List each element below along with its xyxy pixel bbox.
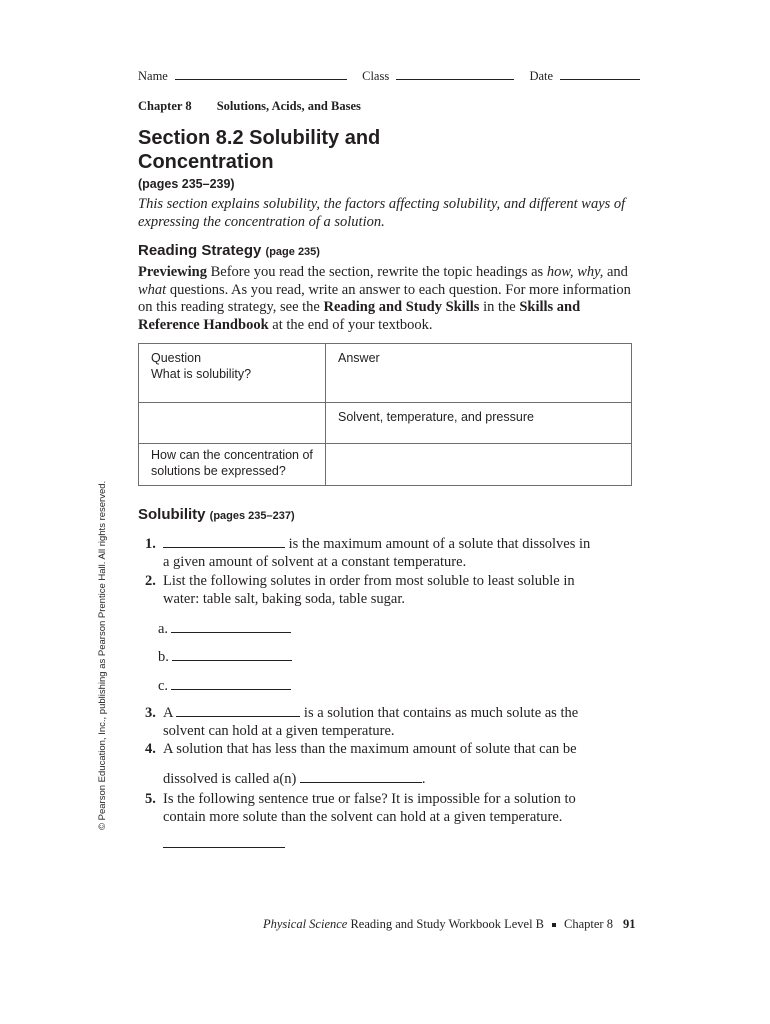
answer-item-c: [158, 677, 291, 695]
table-cell-answer[interactable]: Solvent, temperature, and pressure: [326, 403, 632, 444]
rs-bold-1: Reading and Study Skills: [323, 299, 480, 315]
question-text-end: .: [421, 770, 426, 787]
question-2: [145, 573, 635, 608]
question-text-cont: water: table salt, baking soda, table sugar.: [163, 590, 405, 607]
reading-strategy-pages: (page 235): [265, 246, 320, 258]
chapter-title: Solutions, Acids, and Bases: [216, 99, 361, 113]
section-title: [138, 126, 380, 174]
footer-book-title: Reading and Study Workbook Level B: [347, 917, 544, 931]
question-text-cont: a given amount of solvent at a constant temperature.: [163, 553, 467, 570]
answer-item-a: [158, 620, 291, 638]
question-text-cont: solvent can hold at a given temperature.: [163, 722, 395, 739]
name-field[interactable]: [175, 68, 347, 80]
reading-strategy-body: [138, 264, 638, 334]
question-number: 1.: [145, 536, 156, 552]
question-3: [145, 704, 635, 740]
solubility-title: Solubility: [138, 506, 206, 523]
question-text: List the following solutes in order from most soluble to least soluble in: [163, 573, 575, 589]
bullet-icon: [552, 923, 556, 927]
rs-bold-2: Skills and Reference Handbook: [138, 299, 581, 333]
page-number: 91: [622, 917, 636, 931]
reading-strategy-title: Reading Strategy: [138, 242, 262, 259]
question-number: 5.: [145, 791, 156, 807]
question-text-cont: contain more solute than the solvent can hold at a given temperature.: [163, 808, 563, 825]
rs-what: what: [138, 281, 167, 298]
table-header-question: Question: [139, 344, 326, 367]
rs-text-3: questions. As you read, write an answer to each question. For more information on this reading strategy, see the: [138, 281, 631, 315]
answer-blank[interactable]: [163, 535, 285, 548]
table-row: [139, 444, 632, 486]
question-text: is the maximum amount of a solute that dissolves in: [285, 536, 591, 552]
answer-blank[interactable]: [172, 648, 292, 661]
page-footer: [263, 917, 635, 932]
header-fields: [138, 68, 640, 84]
table-cell-question[interactable]: [139, 403, 326, 444]
answer-blank[interactable]: [176, 704, 300, 717]
table-cell-answer[interactable]: [326, 366, 632, 403]
question-text: is a solution that contains as much solute as the: [300, 705, 579, 721]
previewing-label: Previewing: [138, 264, 207, 280]
rs-text-5: at the end of your textbook.: [268, 316, 433, 333]
question-number: 4.: [145, 741, 156, 757]
table-header-answer: Answer: [326, 344, 632, 367]
section-intro: This section explains solubility, the factors affecting solubility, and different ways of expressing the concentration of a solution.: [138, 196, 626, 230]
table-row: [139, 366, 632, 403]
question-1: [145, 535, 635, 571]
question-text: A solution that has less than the maximum amount of solute that can be: [163, 741, 577, 757]
sub-label: c.: [158, 678, 169, 694]
solubility-heading: [138, 506, 295, 523]
chapter-heading: [138, 99, 361, 114]
question-number: 3.: [145, 705, 156, 721]
section-title-line2: Concentration: [138, 151, 274, 173]
question-number: 2.: [145, 573, 156, 589]
date-field[interactable]: [560, 68, 640, 80]
question-4: [145, 741, 635, 788]
solubility-pages: (pages 235–237): [209, 510, 295, 522]
table-cell-question[interactable]: What is solubility?: [139, 366, 326, 403]
table-cell-answer[interactable]: [326, 444, 632, 486]
rs-text-2: and: [603, 264, 628, 280]
copyright-notice: © Pearson Education, Inc., publishing as Pearson Prentice Hall. All rights reserved.: [97, 480, 108, 830]
sub-label: a.: [158, 621, 169, 637]
rs-why: why,: [577, 264, 604, 280]
answer-item-b: [158, 648, 292, 666]
question-text-cont: dissolved is called a(n): [163, 770, 300, 787]
footer-chapter: Chapter 8: [564, 917, 613, 931]
name-label: Name: [138, 69, 168, 83]
rs-text-1: Before you read the section, rewrite the topic headings as: [207, 264, 547, 280]
question-text: A: [163, 705, 177, 721]
answer-line-5[interactable]: [163, 847, 285, 848]
question-4-cont: [145, 770, 635, 789]
date-label: Date: [529, 69, 554, 83]
question-answer-table: [138, 343, 632, 486]
table-row: [139, 403, 632, 444]
section-title-line1: Section 8.2 Solubility and: [138, 127, 381, 149]
footer-book-italic: Physical Science: [263, 917, 348, 931]
reading-strategy-heading: [138, 242, 320, 259]
answer-blank[interactable]: [171, 677, 291, 690]
table-header-row: [139, 344, 632, 367]
table-cell-question[interactable]: How can the concentration of solutions be expressed?: [139, 444, 326, 486]
rs-how: how,: [546, 264, 574, 280]
answer-blank[interactable]: [171, 620, 291, 633]
answer-blank[interactable]: [300, 770, 422, 783]
sub-label: b.: [158, 649, 169, 665]
question-text: Is the following sentence true or false? It is impossible for a solution to: [163, 791, 576, 807]
chapter-label: Chapter 8: [138, 99, 192, 113]
class-field[interactable]: [396, 68, 514, 80]
rs-text-4: in the: [479, 299, 520, 315]
section-pages: (pages 235–239): [138, 177, 235, 191]
class-label: Class: [362, 69, 390, 83]
question-5: [145, 791, 635, 826]
